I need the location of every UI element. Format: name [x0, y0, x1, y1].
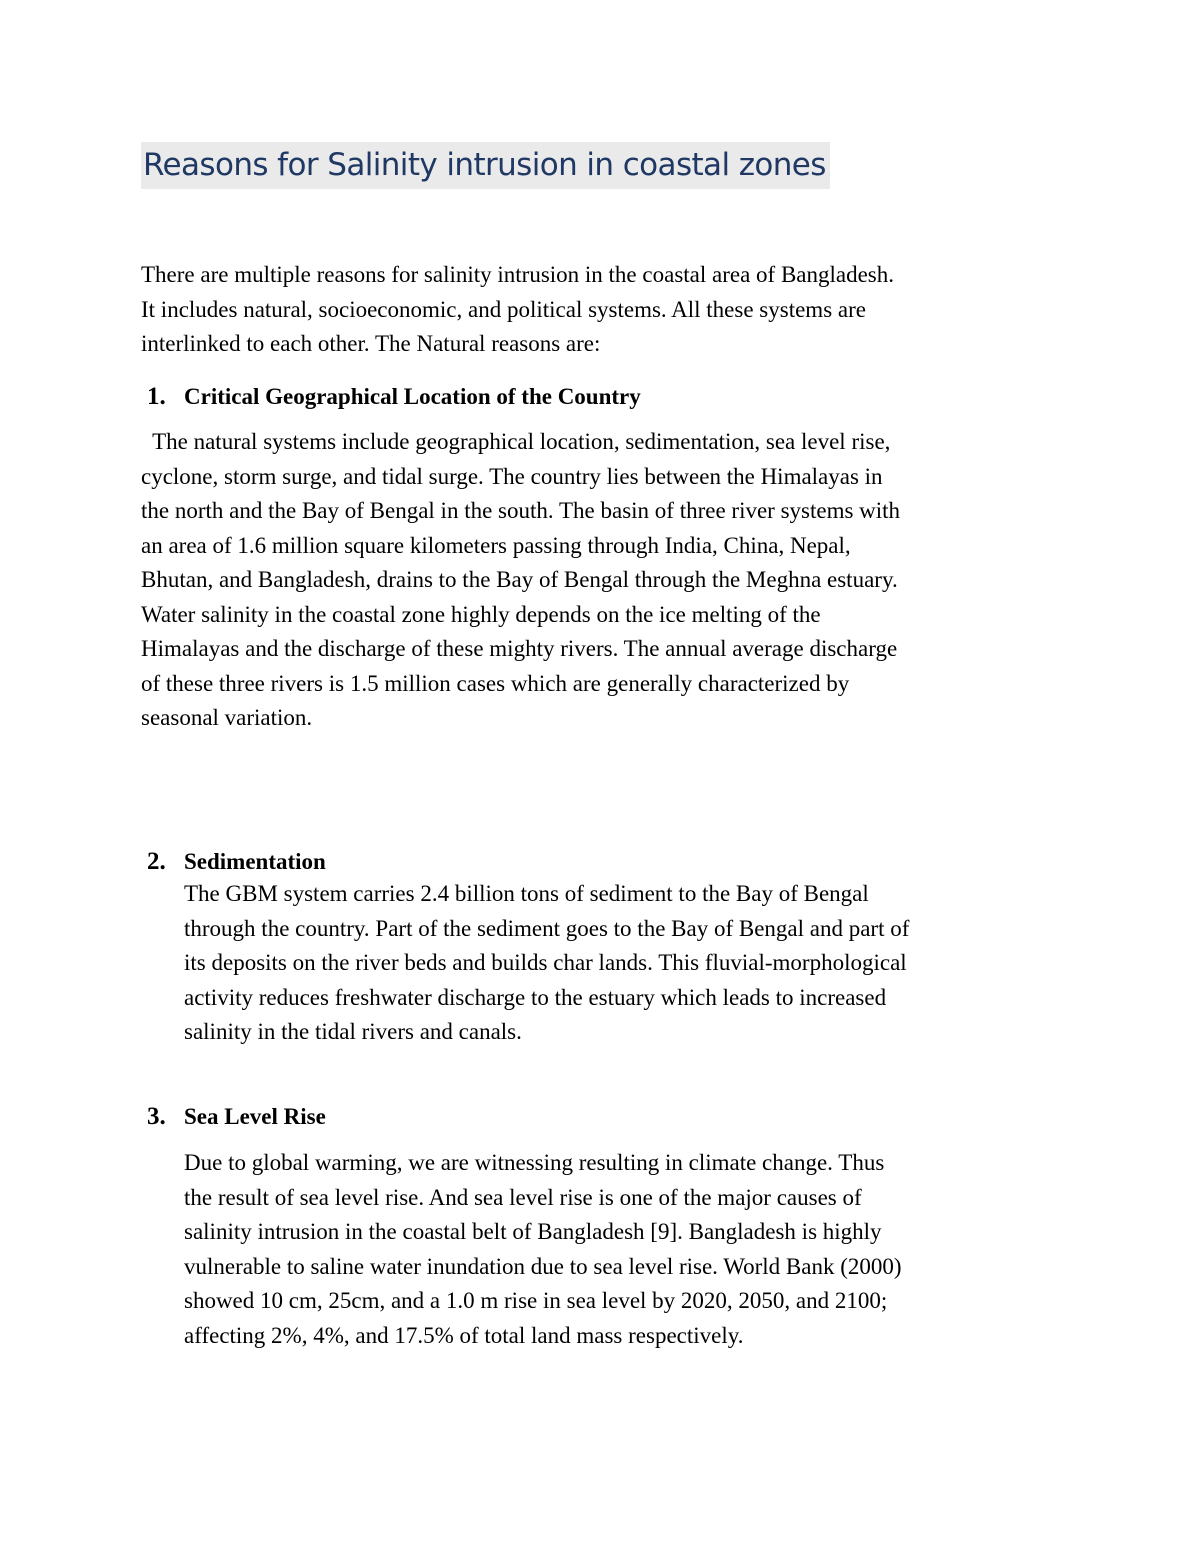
body-line: affecting 2%, 4%, and 17.5% of total land mass respectively.: [184, 1322, 744, 1348]
body-line: Bhutan, and Bangladesh, drains to the Bay of Bengal through the Meghna estuary.: [141, 567, 898, 592]
section-body-geographical-location: [141, 425, 900, 736]
body-line: Due to global warming, we are witnessing resulting in climate change. Thus: [184, 1150, 885, 1175]
section-body-sedimentation: [184, 877, 909, 1050]
body-line: Himalayas and the discharge of these mighty rivers. The annual average discharge: [141, 636, 898, 661]
section-heading-sedimentation: [147, 845, 547, 879]
body-line: activity reduces freshwater discharge to the estuary which leads to increased: [184, 984, 887, 1010]
body-line: cyclone, storm surge, and tidal surge. The country lies between the Himalayas in: [141, 463, 883, 489]
body-line: The natural systems include geographical location, sedimentation, sea level rise,: [141, 429, 891, 454]
intro-line: It includes natural, socioeconomic, and political systems. All these systems are: [141, 296, 866, 322]
intro-paragraph: [141, 258, 894, 362]
body-line: Water salinity in the coastal zone highly depends on the ice melting of the: [141, 601, 821, 627]
body-line: through the country. Part of the sediment goes to the Bay of Bengal and part of: [184, 915, 910, 941]
section-heading-text: Sea Level Rise: [184, 1104, 326, 1129]
body-line: The GBM system carries 2.4 billion tons of sediment to the Bay of Bengal: [184, 881, 869, 906]
intro-line: interlinked to each other. The Natural reasons are:: [141, 331, 601, 356]
section-heading-sea-level-rise: [147, 1100, 547, 1134]
section-number: 1.: [147, 383, 166, 410]
section-heading-text: Critical Geographical Location of the Country: [184, 384, 641, 409]
page-title: Reasons for Salinity intrusion in coastal zones: [141, 142, 830, 189]
body-line: salinity in the tidal rivers and canals.: [184, 1019, 522, 1044]
body-line: seasonal variation.: [141, 705, 313, 730]
section-number: 3.: [147, 1103, 166, 1130]
section-heading-text: Sedimentation: [184, 849, 326, 874]
body-line: vulnerable to saline water inundation due to sea level rise. World Bank (2000): [184, 1253, 902, 1279]
body-line: an area of 1.6 million square kilometers passing through India, China, Nepal,: [141, 532, 851, 558]
section-heading-geographical-location: [147, 380, 847, 414]
body-line: the result of sea level rise. And sea level rise is one of the major causes of: [184, 1184, 862, 1210]
body-line: its deposits on the river beds and builds char lands. This fluvial-morphological: [184, 950, 907, 975]
body-line: salinity intrusion in the coastal belt of Bangladesh [9]. Bangladesh is highly: [184, 1219, 882, 1244]
body-line: of these three rivers is 1.5 million cases which are generally characterized by: [141, 670, 850, 696]
section-body-sea-level-rise: [184, 1146, 902, 1353]
body-line: showed 10 cm, 25cm, and a 1.0 m rise in sea level by 2020, 2050, and 2100;: [184, 1288, 888, 1313]
body-line: the north and the Bay of Bengal in the south. The basin of three river systems with: [141, 498, 901, 523]
intro-line: There are multiple reasons for salinity intrusion in the coastal area of Bangladesh.: [141, 262, 895, 287]
section-number: 2.: [147, 848, 166, 875]
